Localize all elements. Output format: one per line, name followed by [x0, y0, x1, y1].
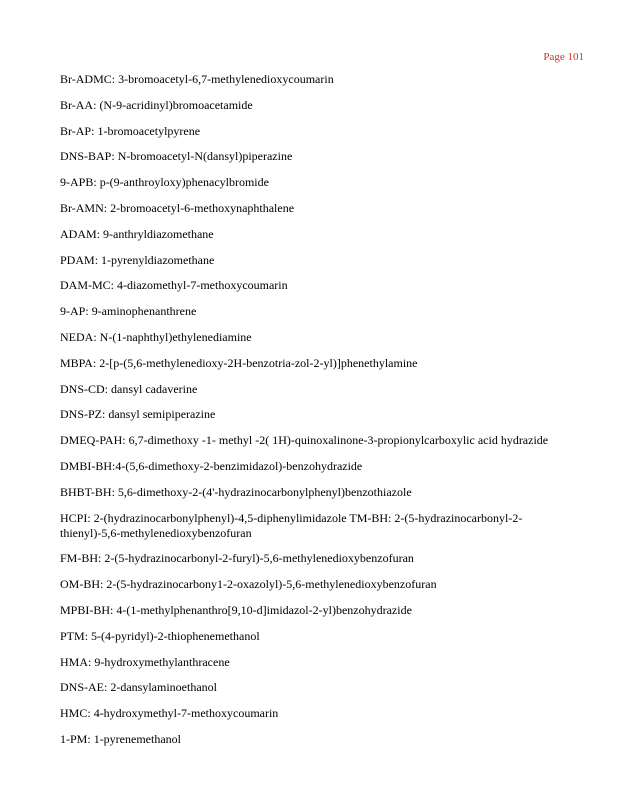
entry-abbreviation: DAM-MC :	[60, 278, 117, 292]
entry-definition: 6,7-dimethoxy -1- methyl -2( 1H)-quinoxalinone-3-propionylcarboxylic acid hydrazide	[128, 433, 549, 448]
entry-abbreviation: NEDA :	[60, 330, 100, 344]
entry-definition: 4-(5,6-dimethoxy-2-benzimidazol)-benzohydrazide	[115, 458, 363, 473]
entry-definition: 2-(5-hydrazinocarbony1-2-oxazolyl)-5,6-methylenedioxybenzofuran	[106, 577, 437, 592]
list-item	[60, 356, 580, 371]
entry-abbreviation: DNS-CD :	[60, 382, 111, 396]
entry-abbreviation: MPBI-BH :	[60, 603, 116, 617]
entry-definition: N-bromoacetyl-N(dansyl)piperazine	[117, 149, 293, 164]
entry-definition: 4-hydroxymethyl-7-methoxycoumarin	[93, 706, 279, 721]
entry-definition: 2-bromoacetyl-6-methoxynaphthalene	[110, 200, 295, 215]
entry-abbreviation: HMC :	[60, 706, 94, 720]
list-item	[60, 433, 580, 448]
list-item	[60, 603, 580, 618]
entry-abbreviation: 9-APB :	[60, 175, 100, 189]
list-item	[60, 149, 580, 164]
entry-abbreviation: PTM :	[60, 629, 91, 643]
entry-definition: 1-bromoacetylpyrene	[97, 123, 201, 138]
list-item	[60, 577, 580, 592]
entry-abbreviation: OM-BH :	[60, 577, 106, 591]
entry-definition: 5-(4-pyridyl)-2-thiophenemethanol	[91, 628, 260, 643]
entry-abbreviation: Br-ADMC :	[60, 72, 118, 86]
entry-definition: 9-hydroxymethylanthracene	[94, 654, 230, 669]
abbreviation-list	[60, 72, 580, 758]
entry-abbreviation: FM-BH :	[60, 551, 104, 565]
entry-abbreviation: DNS-AE :	[60, 680, 110, 694]
entry-abbreviation: 1-PM :	[60, 732, 94, 746]
list-item	[60, 124, 580, 139]
list-item	[60, 72, 580, 87]
entry-abbreviation: Br-AA :	[60, 98, 99, 112]
list-item	[60, 253, 580, 268]
entry-abbreviation: ADAM :	[60, 227, 103, 241]
entry-definition: 2-[p-(5,6-methylenedioxy-2H-benzotria-zol-2-yl)]phenethylamine	[99, 355, 418, 370]
page-number: Page 101	[543, 51, 584, 63]
list-item	[60, 706, 580, 721]
list-item	[60, 98, 580, 113]
entry-definition: 9-anthryldiazomethane	[103, 226, 214, 241]
list-item	[60, 382, 580, 397]
entry-abbreviation: BHBT-BH :	[60, 485, 118, 499]
entry-abbreviation: 9-AP :	[60, 304, 92, 318]
entry-abbreviation: HCPI :	[60, 511, 94, 525]
entry-definition: 4-(1-methylphenanthro[9,10-d]imidazol-2-yl)benzohydrazide	[116, 602, 412, 617]
list-item	[60, 330, 580, 345]
list-item	[60, 511, 580, 541]
list-item	[60, 278, 580, 293]
entry-abbreviation: DMEQ-PAH :	[60, 433, 129, 447]
entry-definition: 2-dansylaminoethanol	[110, 680, 217, 695]
entry-abbreviation: DNS-BAP :	[60, 149, 118, 163]
list-item	[60, 201, 580, 216]
entry-definition: 2-(hydrazinocarbonylphenyl)-4,5-diphenylimidazole TM-BH: 2-(5-hydrazinocarbonyl-2-thienyl)-5,6-methylenedioxybenzofuran	[60, 510, 523, 540]
entry-abbreviation: Br-AP :	[60, 124, 97, 138]
list-item	[60, 175, 580, 190]
list-item	[60, 304, 580, 319]
list-item	[60, 485, 580, 500]
entry-abbreviation: HMA :	[60, 655, 94, 669]
entry-definition: 3-bromoacetyl-6,7-methylenedioxycoumarin	[118, 72, 334, 86]
entry-abbreviation: Br-AMN :	[60, 201, 110, 215]
entry-definition: p-(9-anthroyloxy)phenacylbromide	[99, 175, 269, 190]
list-item	[60, 655, 580, 670]
entry-abbreviation: DMBI-BH :	[60, 459, 115, 473]
list-item	[60, 629, 580, 644]
entry-definition: 2-(5-hydrazinocarbonyl-2-furyl)-5,6-methylenedioxybenzofuran	[104, 551, 414, 566]
entry-definition: dansyl semipiperazine	[108, 407, 216, 422]
entry-definition: (N-9-acridinyl)bromoacetamide	[99, 97, 253, 112]
list-item	[60, 732, 580, 747]
entry-abbreviation: MBPA :	[60, 356, 99, 370]
list-item	[60, 227, 580, 242]
entry-abbreviation: DNS-PZ :	[60, 407, 108, 421]
entry-definition: 9-aminophenanthrene	[91, 304, 197, 319]
entry-definition: 5,6-dimethoxy-2-(4'-hydrazinocarbonylphenyl)benzothiazole	[117, 484, 412, 499]
entry-definition: 1-pyrenyldiazomethane	[101, 252, 215, 267]
list-item	[60, 551, 580, 566]
list-item	[60, 680, 580, 695]
entry-definition: N-(1-naphthyl)ethylenediamine	[99, 329, 252, 344]
entry-definition: dansyl cadaverine	[111, 381, 198, 396]
entry-definition: 4-diazomethyl-7-methoxycoumarin	[117, 278, 288, 293]
list-item	[60, 459, 580, 474]
entry-definition: 1-pyrenemethanol	[93, 731, 181, 746]
entry-abbreviation: PDAM :	[60, 253, 101, 267]
list-item	[60, 407, 580, 422]
